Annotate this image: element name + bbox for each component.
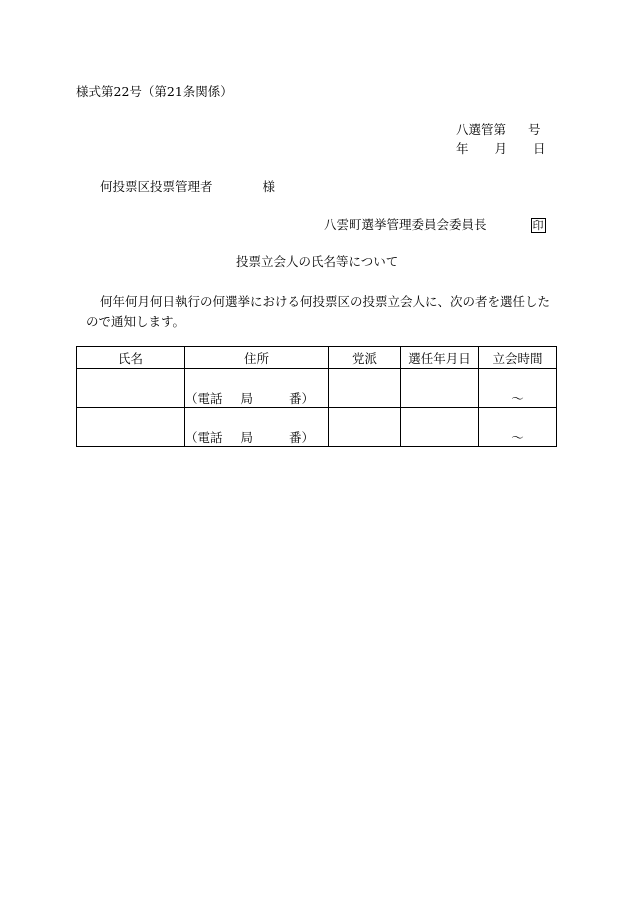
phone-close: 番） xyxy=(289,391,315,406)
cell-attendance-time: ～ xyxy=(479,369,557,408)
phone-open: （電話 xyxy=(185,391,223,406)
header-address: 住所 xyxy=(185,347,329,369)
cell-party xyxy=(329,408,401,447)
cell-name xyxy=(77,408,185,447)
addressee-honorific: 様 xyxy=(262,179,276,194)
addressee-name: 何投票区投票管理者 xyxy=(100,179,213,194)
cell-name xyxy=(77,369,185,408)
document-subject: 投票立会人の氏名等について xyxy=(236,254,399,269)
table-row xyxy=(77,369,557,408)
sender-title: 八雲町選挙管理委員会委員長 xyxy=(324,217,487,232)
cell-address xyxy=(185,369,329,408)
document-number-suffix: 号 xyxy=(528,122,541,137)
header-party: 党派 xyxy=(329,347,401,369)
header-attendance-time: 立会時間 xyxy=(479,347,557,369)
cell-appointment-date xyxy=(401,408,479,447)
header-appointment-date: 選任年月日 xyxy=(401,347,479,369)
document-date xyxy=(456,143,546,156)
phone-close: 番） xyxy=(289,430,315,445)
header-name: 氏名 xyxy=(77,347,185,369)
cell-attendance-time: ～ xyxy=(479,408,557,447)
form-number: 様式第22号（第21条関係） xyxy=(76,84,233,99)
seal-stamp: 印 xyxy=(532,219,544,232)
date-month: 月 xyxy=(494,141,508,156)
phone-mid: 局 xyxy=(240,391,254,406)
body-paragraph: 何年何月何日執行の何選挙における何投票区の投票立会人に、次の者を選任したので通知します。 xyxy=(86,294,551,329)
witness-table xyxy=(76,346,557,447)
addressee xyxy=(100,181,275,194)
cell-appointment-date xyxy=(401,369,479,408)
phone-mid: 局 xyxy=(240,430,254,445)
date-day: 日 xyxy=(533,141,546,156)
document-number xyxy=(456,124,541,137)
cell-party xyxy=(329,369,401,408)
sender xyxy=(324,218,546,233)
date-year: 年 xyxy=(456,141,469,156)
phone-open: （電話 xyxy=(185,430,223,445)
table-row xyxy=(77,408,557,447)
cell-address xyxy=(185,408,329,447)
table-header-row xyxy=(77,347,557,369)
document-number-prefix: 八選管第 xyxy=(456,122,507,137)
